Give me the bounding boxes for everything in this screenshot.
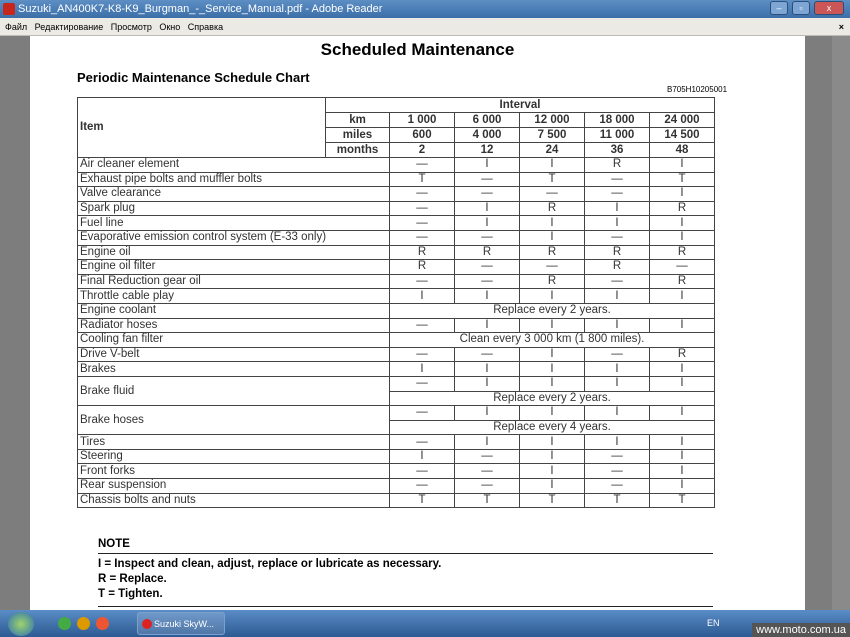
table-cell: I <box>455 289 520 304</box>
table-cell: I <box>585 318 650 333</box>
table-row <box>78 274 715 289</box>
table-cell: I <box>585 376 650 391</box>
table-cell: I <box>455 158 520 173</box>
table-cell: — <box>455 347 520 362</box>
table-row <box>78 230 715 245</box>
table-cell: 12 <box>455 143 520 158</box>
table-cell: — <box>455 187 520 202</box>
table-cell: 24 <box>520 143 585 158</box>
table-cell: I <box>455 362 520 377</box>
table-cell: Spark plug <box>78 201 390 216</box>
table-cell: — <box>390 435 455 450</box>
table-cell: I <box>520 479 585 494</box>
table-cell: I <box>520 318 585 333</box>
note-line: T = Tighten. <box>98 588 163 600</box>
table-cell: — <box>390 274 455 289</box>
table-cell: R <box>520 245 585 260</box>
table-cell: I <box>650 435 715 450</box>
table-cell: Interval <box>326 98 715 113</box>
table-cell: 4 000 <box>455 128 520 143</box>
section-title: Periodic Maintenance Schedule Chart <box>77 70 310 85</box>
table-row <box>78 493 715 508</box>
table-cell: 48 <box>650 143 715 158</box>
table-cell: I <box>520 362 585 377</box>
table-cell: I <box>390 289 455 304</box>
table-cell: 6 000 <box>455 113 520 128</box>
table-cell: — <box>455 260 520 275</box>
table-cell: I <box>520 435 585 450</box>
table-cell: 24 000 <box>650 113 715 128</box>
table-cell: I <box>585 216 650 231</box>
table-cell: I <box>455 435 520 450</box>
table-cell: I <box>650 289 715 304</box>
table-cell: — <box>650 260 715 275</box>
table-cell: 2 <box>390 143 455 158</box>
taskbar-item-opera[interactable]: Suzuki SkyW... <box>137 612 225 635</box>
pdf-app-icon <box>3 3 15 15</box>
table-cell: Chassis bolts and nuts <box>78 493 390 508</box>
table-cell: I <box>455 406 520 421</box>
table-cell: R <box>585 260 650 275</box>
table-cell: — <box>520 260 585 275</box>
table-cell: — <box>585 347 650 362</box>
table-cell: R <box>650 347 715 362</box>
table-cell: I <box>650 464 715 479</box>
table-cell: — <box>455 449 520 464</box>
table-cell: R <box>650 274 715 289</box>
table-cell: — <box>390 187 455 202</box>
table-row <box>78 201 715 216</box>
table-cell: T <box>390 493 455 508</box>
table-cell: Engine oil <box>78 245 390 260</box>
menu-edit[interactable]: Редактирование <box>34 22 104 32</box>
table-cell: — <box>585 449 650 464</box>
table-row <box>78 479 715 494</box>
table-cell: I <box>520 464 585 479</box>
table-cell: R <box>390 260 455 275</box>
table-cell: I <box>520 449 585 464</box>
table-cell: Exhaust pipe bolts and muffler bolts <box>78 172 390 187</box>
divider <box>98 606 713 607</box>
maximize-button[interactable]: ▫ <box>792 1 810 15</box>
table-row <box>78 260 715 275</box>
table-cell: — <box>520 187 585 202</box>
table-cell: I <box>585 201 650 216</box>
table-cell: Air cleaner element <box>78 158 390 173</box>
table-cell: months <box>326 143 390 158</box>
table-cell: I <box>650 216 715 231</box>
table-row <box>78 362 715 377</box>
table-cell: — <box>390 479 455 494</box>
table-cell: 12 000 <box>520 113 585 128</box>
menu-bar <box>0 18 850 36</box>
menu-view[interactable]: Просмотр <box>110 22 152 32</box>
table-cell: I <box>520 230 585 245</box>
table-cell: Tires <box>78 435 390 450</box>
table-cell: R <box>585 158 650 173</box>
table-cell: — <box>585 230 650 245</box>
table-cell: I <box>455 376 520 391</box>
table-cell: T <box>520 172 585 187</box>
table-cell: T <box>650 493 715 508</box>
table-cell: miles <box>326 128 390 143</box>
table-row <box>78 172 715 187</box>
table-cell: Rear suspension <box>78 479 390 494</box>
table-cell: I <box>520 406 585 421</box>
table-cell: Engine oil filter <box>78 260 390 275</box>
table-row <box>78 449 715 464</box>
taskbar <box>0 610 850 637</box>
page-title: Scheduled Maintenance <box>320 40 515 59</box>
table-cell: R <box>520 274 585 289</box>
menu-help[interactable]: Справка <box>187 22 224 32</box>
start-button[interactable] <box>8 612 34 636</box>
table-cell: Replace every 4 years. <box>390 420 715 435</box>
table-cell: Fuel line <box>78 216 390 231</box>
table-cell: Radiator hoses <box>78 318 390 333</box>
table-cell: I <box>585 289 650 304</box>
language-indicator[interactable]: EN <box>707 618 720 628</box>
table-cell: — <box>390 347 455 362</box>
document-page <box>30 36 805 610</box>
table-cell: Clean every 3 000 km (1 800 miles). <box>390 333 715 348</box>
table-cell: R <box>520 201 585 216</box>
table-cell: I <box>650 187 715 202</box>
table-cell: — <box>585 479 650 494</box>
table-cell: — <box>455 172 520 187</box>
table-cell: — <box>455 230 520 245</box>
table-cell: — <box>390 406 455 421</box>
table-cell: R <box>390 245 455 260</box>
table-cell: Replace every 2 years. <box>390 391 715 406</box>
table-cell: T <box>650 172 715 187</box>
table-cell: Final Reduction gear oil <box>78 274 390 289</box>
aimp-icon[interactable] <box>77 617 90 630</box>
table-cell: km <box>326 113 390 128</box>
document-code: B705H10205001 <box>667 85 728 94</box>
note-heading: NOTE <box>98 538 130 550</box>
table-cell: Steering <box>78 449 390 464</box>
table-cell: I <box>650 406 715 421</box>
table-cell: Item <box>78 98 326 158</box>
table-row <box>78 406 715 421</box>
table-cell: — <box>390 158 455 173</box>
divider <box>98 553 713 554</box>
table-cell: Engine coolant <box>78 303 390 318</box>
table-row <box>78 376 715 391</box>
table-cell: I <box>520 289 585 304</box>
table-cell: — <box>390 464 455 479</box>
table-cell: I <box>520 376 585 391</box>
table-cell: I <box>455 201 520 216</box>
table-cell: I <box>585 435 650 450</box>
table-row <box>78 158 715 173</box>
table-cell: I <box>390 449 455 464</box>
table-row <box>78 187 715 202</box>
utorrent-icon[interactable] <box>58 617 71 630</box>
table-cell: — <box>585 274 650 289</box>
table-row <box>78 289 715 304</box>
table-cell: Drive V-belt <box>78 347 390 362</box>
close-button[interactable]: x <box>814 1 844 15</box>
table-cell: 600 <box>390 128 455 143</box>
table-row <box>78 303 715 318</box>
table-cell: Brake fluid <box>78 376 390 405</box>
table-cell: I <box>585 406 650 421</box>
table-row <box>78 464 715 479</box>
minimize-button[interactable]: – <box>770 1 788 15</box>
table-cell: 36 <box>585 143 650 158</box>
maintenance-table <box>77 97 715 508</box>
window-title: Suzuki_AN400K7-K8-K9_Burgman_-_Service_Manual.pdf - Adobe Reader <box>18 3 383 15</box>
table-cell: I <box>650 230 715 245</box>
table-cell: Cooling fan filter <box>78 333 390 348</box>
table-row <box>78 333 715 348</box>
table-cell: — <box>585 187 650 202</box>
table-cell: 11 000 <box>585 128 650 143</box>
table-cell: — <box>390 376 455 391</box>
table-cell: I <box>650 449 715 464</box>
table-cell: I <box>585 362 650 377</box>
table-cell: R <box>650 201 715 216</box>
table-cell: — <box>585 172 650 187</box>
table-cell: I <box>520 216 585 231</box>
table-cell: — <box>455 464 520 479</box>
table-cell: I <box>520 347 585 362</box>
table-cell: T <box>585 493 650 508</box>
table-cell: I <box>650 479 715 494</box>
table-row <box>78 435 715 450</box>
table-cell: I <box>650 376 715 391</box>
note-line: R = Replace. <box>98 573 167 585</box>
table-cell: T <box>520 493 585 508</box>
table-cell: I <box>650 318 715 333</box>
table-cell: R <box>585 245 650 260</box>
table-row <box>78 98 715 113</box>
title-bar <box>0 0 850 18</box>
table-cell: T <box>390 172 455 187</box>
table-cell: Front forks <box>78 464 390 479</box>
table-cell: 1 000 <box>390 113 455 128</box>
watermark: www.moto.com.ua <box>752 623 850 637</box>
table-cell: — <box>390 318 455 333</box>
table-cell: Replace every 2 years. <box>390 303 715 318</box>
table-cell: — <box>455 274 520 289</box>
vertical-scrollbar[interactable] <box>832 36 850 610</box>
menu-window[interactable]: Окно <box>159 22 181 32</box>
table-cell: — <box>390 201 455 216</box>
table-cell: R <box>455 245 520 260</box>
table-cell: Evaporative emission control system (E-33 only) <box>78 230 390 245</box>
table-row <box>78 347 715 362</box>
close-doc-icon[interactable]: × <box>838 22 844 32</box>
table-cell: Throttle cable play <box>78 289 390 304</box>
table-cell: — <box>455 479 520 494</box>
table-cell: I <box>390 362 455 377</box>
table-cell: I <box>455 216 520 231</box>
table-cell: — <box>585 464 650 479</box>
table-cell: 14 500 <box>650 128 715 143</box>
table-cell: 18 000 <box>585 113 650 128</box>
table-cell: 7 500 <box>520 128 585 143</box>
menu-file[interactable]: Файл <box>5 22 28 32</box>
table-cell: I <box>650 158 715 173</box>
table-cell: I <box>520 158 585 173</box>
table-row <box>78 245 715 260</box>
table-cell: Brakes <box>78 362 390 377</box>
table-cell: I <box>455 318 520 333</box>
table-cell: I <box>650 362 715 377</box>
table-cell: Valve clearance <box>78 187 390 202</box>
table-cell: R <box>650 245 715 260</box>
table-cell: — <box>390 230 455 245</box>
table-row <box>78 216 715 231</box>
table-cell: T <box>455 493 520 508</box>
chrome-icon[interactable] <box>96 617 109 630</box>
note-line: I = Inspect and clean, adjust, replace or lubricate as necessary. <box>98 558 442 570</box>
table-row <box>78 318 715 333</box>
table-cell: Brake hoses <box>78 406 390 435</box>
table-cell: — <box>390 216 455 231</box>
